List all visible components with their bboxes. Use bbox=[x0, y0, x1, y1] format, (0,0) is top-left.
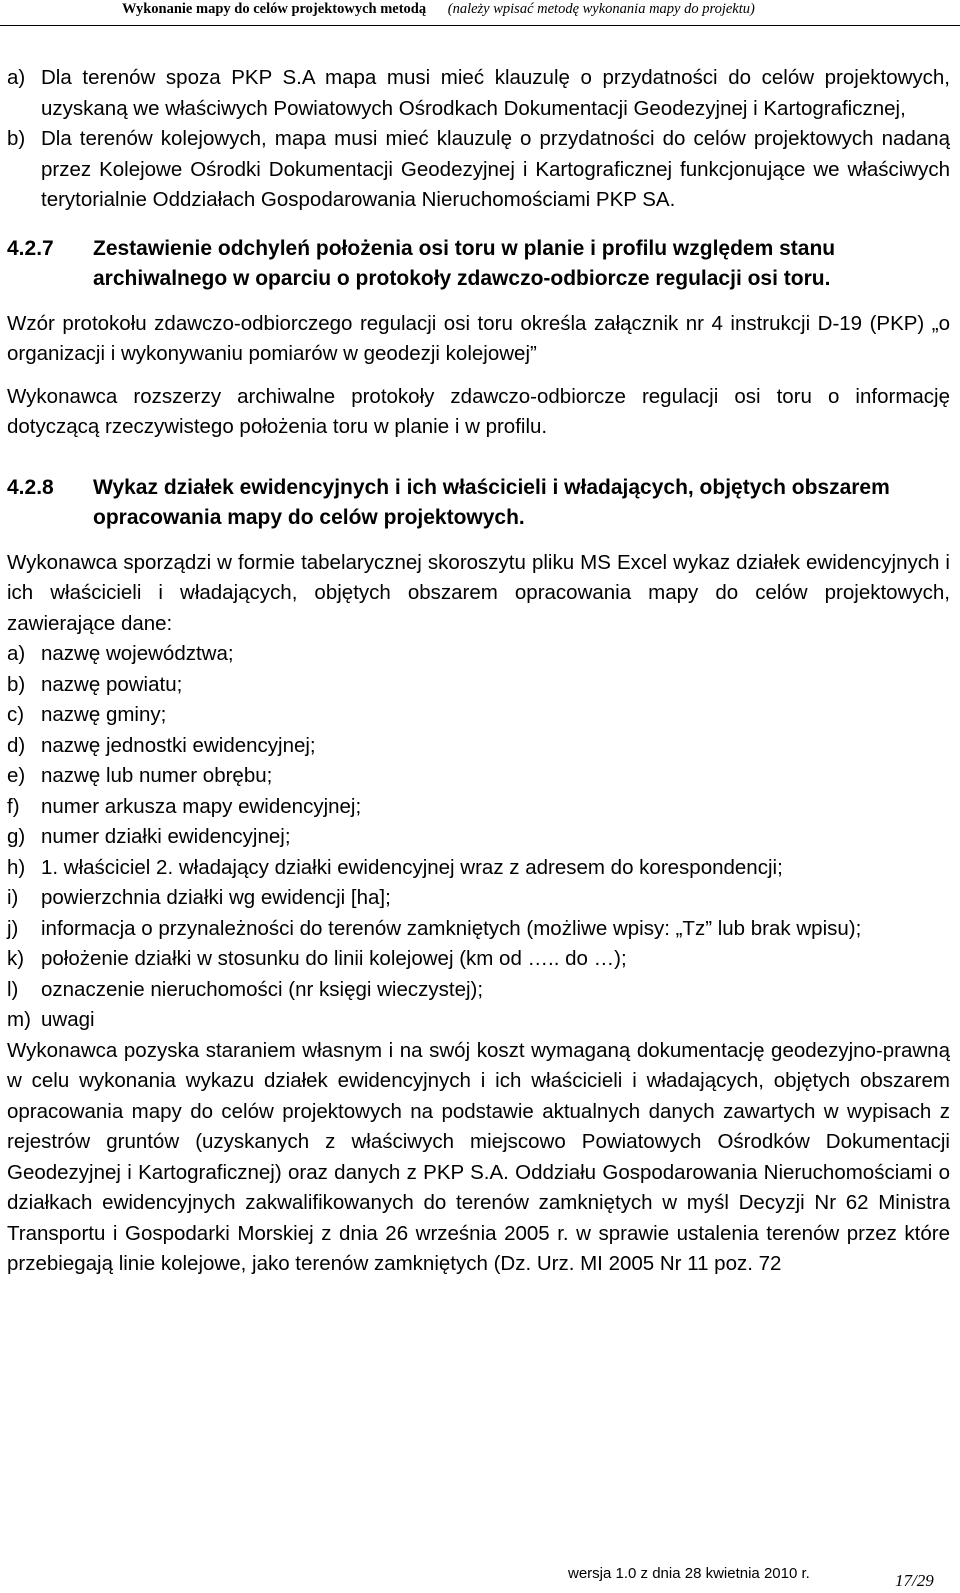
header-title: Wykonanie mapy do celów projektowych metodą bbox=[122, 1, 427, 17]
version-note: wersja 1.0 z dnia 28 kwietnia 2010 r. bbox=[568, 1565, 810, 1582]
list-text: nazwę województwa; bbox=[41, 642, 234, 665]
list-label: a) bbox=[7, 66, 26, 89]
list-label: f) bbox=[7, 794, 20, 818]
page-footer bbox=[0, 1565, 960, 1593]
list-item bbox=[7, 944, 950, 975]
list-item bbox=[7, 761, 950, 792]
list-label: l) bbox=[7, 977, 19, 1001]
list-label: b) bbox=[7, 672, 26, 696]
section-title: Zestawienie odchyleń położenia osi toru w planie i profilu względem stanu archiwalnego w oparciu o protokoły zdawczo-odbiorcze regulacji osi toru. bbox=[93, 236, 836, 290]
section-heading-4-2-7 bbox=[7, 234, 950, 295]
list-label: g) bbox=[7, 825, 26, 848]
data-fields-list bbox=[7, 639, 950, 1036]
list-text: nazwę powiatu; bbox=[41, 672, 183, 696]
paragraph-protocol-extension: Wykonawca rozszerzy archiwalne protokoły zdawczo-odbiorcze regulacji osi toru o informację dotyczącą rzeczywistego położenia toru w planie i w profilu. bbox=[7, 384, 950, 438]
paragraph-intro: Wykonawca sporządzi w formie tabelarycznej skoroszytu pliku MS Excel wykaz działek ewidencyjnych i ich właścicieli i władających, objętych obszarem opracowania mapy do celów projektowych, zawierające dane: bbox=[7, 550, 950, 635]
list-text: informacja o przynależności do terenów zamkniętych (możliwe wpisy: „Tz” lub brak wpisu); bbox=[41, 916, 862, 940]
list-text: 1. właściciel 2. władający działki ewidencyjnej wraz z adresem do korespondencji; bbox=[41, 855, 783, 879]
list-text: nazwę gminy; bbox=[41, 703, 167, 726]
section-heading-4-2-8 bbox=[7, 473, 950, 534]
list-item bbox=[7, 822, 950, 853]
list-text: nazwę lub numer obrębu; bbox=[41, 764, 273, 787]
document-body bbox=[7, 63, 950, 1280]
list-label: d) bbox=[7, 733, 26, 757]
paragraph-closing: Wykonawca pozyska staraniem własnym i na swój koszt wymaganą dokumentację geodezyjno-prawną w celu wykonania wykazu działek ewidencyjnych i ich właścicieli i władających, objętych obszarem opracowania mapy do celów projektowych na podstawie aktualnych danych zawartych w wypisach z rejestrów gruntów (uzyskanych z właściwych miejscowo Powiatowych Ośrodków Dokumentacji Geodezyjnej i Kartograficznej) oraz danych z PKP S.A. Oddziału Gospodarowania Nieruchomościami o działkach ewidencyjnych zakwalifikowanych do terenów zamkniętych w myśl Decyzji Nr 62 Ministra Transportu i Gospodarki Morskiej z dnia 26 września 2005 r. w sprawie ustalenia terenów przez które przebiegają linie kolejowe, jako terenów zamkniętych (Dz. Urz. MI 2005 Nr 11 poz. 72 bbox=[7, 1038, 950, 1275]
page-header bbox=[0, 0, 960, 26]
list-label: k) bbox=[7, 947, 25, 970]
list-item bbox=[7, 883, 950, 914]
list-item bbox=[7, 1005, 950, 1036]
list-label: c) bbox=[7, 703, 25, 726]
list-text: uwagi bbox=[41, 1008, 95, 1031]
list-label: i) bbox=[7, 886, 19, 909]
section-number: 4.2.7 bbox=[7, 236, 54, 260]
section-number: 4.2.8 bbox=[7, 475, 54, 499]
list-item bbox=[7, 700, 950, 731]
list-item-a bbox=[7, 63, 950, 124]
list-text: oznaczenie nieruchomości (nr księgi wieczystej); bbox=[41, 977, 484, 1001]
list-text: Dla terenów kolejowych, mapa musi mieć klauzulę o przydatności do celów projektowych nadaną przez Kolejowe Ośrodki Dokumentacji Geodezyjnej i Kartograficznej funkcjonujące we właściwych terytorialnie Oddziałach Gospodarowania Nieruchomościami PKP SA. bbox=[41, 127, 950, 211]
list-label: h) bbox=[7, 855, 26, 879]
list-label: j) bbox=[7, 916, 19, 940]
list-item bbox=[7, 731, 950, 762]
list-label: b) bbox=[7, 127, 26, 150]
list-label: a) bbox=[7, 642, 26, 665]
list-text: powierzchnia działki wg ewidencji [ha]; bbox=[41, 886, 391, 909]
list-text: numer arkusza mapy ewidencyjnej; bbox=[41, 794, 362, 818]
list-label: m) bbox=[7, 1008, 31, 1031]
list-item bbox=[7, 853, 950, 884]
section-title: Wykaz działek ewidencyjnych i ich właścicieli i władających, objętych obszarem opracowania mapy do celów projektowych. bbox=[93, 475, 890, 529]
list-item bbox=[7, 639, 950, 670]
list-item bbox=[7, 670, 950, 701]
list-item bbox=[7, 792, 950, 823]
list-label: e) bbox=[7, 764, 26, 787]
page-number: 17/29 bbox=[895, 1571, 934, 1590]
list-item bbox=[7, 914, 950, 945]
list-item-b bbox=[7, 124, 950, 216]
list-item bbox=[7, 975, 950, 1006]
list-text: Dla terenów spoza PKP S.A mapa musi mieć klauzulę o przydatności do celów projektowych, uzyskaną we właściwych Powiatowych Ośrodkach Dokumentacji Geodezyjnej i Kartograficznej, bbox=[41, 66, 950, 120]
list-text: numer działki ewidencyjnej; bbox=[41, 825, 291, 848]
list-text: nazwę jednostki ewidencyjnej; bbox=[41, 733, 316, 757]
header-note: (należy wpisać metodę wykonania mapy do projektu) bbox=[447, 1, 755, 17]
list-text: położenie działki w stosunku do linii kolejowej (km od ….. do …); bbox=[41, 947, 627, 970]
paragraph-protocol-template: Wzór protokołu zdawczo-odbiorczego regulacji osi toru określa załącznik nr 4 instrukcji D-19 (PKP) „o organizacji i wykonywaniu pomiarów w geodezji kolejowej” bbox=[7, 311, 950, 365]
